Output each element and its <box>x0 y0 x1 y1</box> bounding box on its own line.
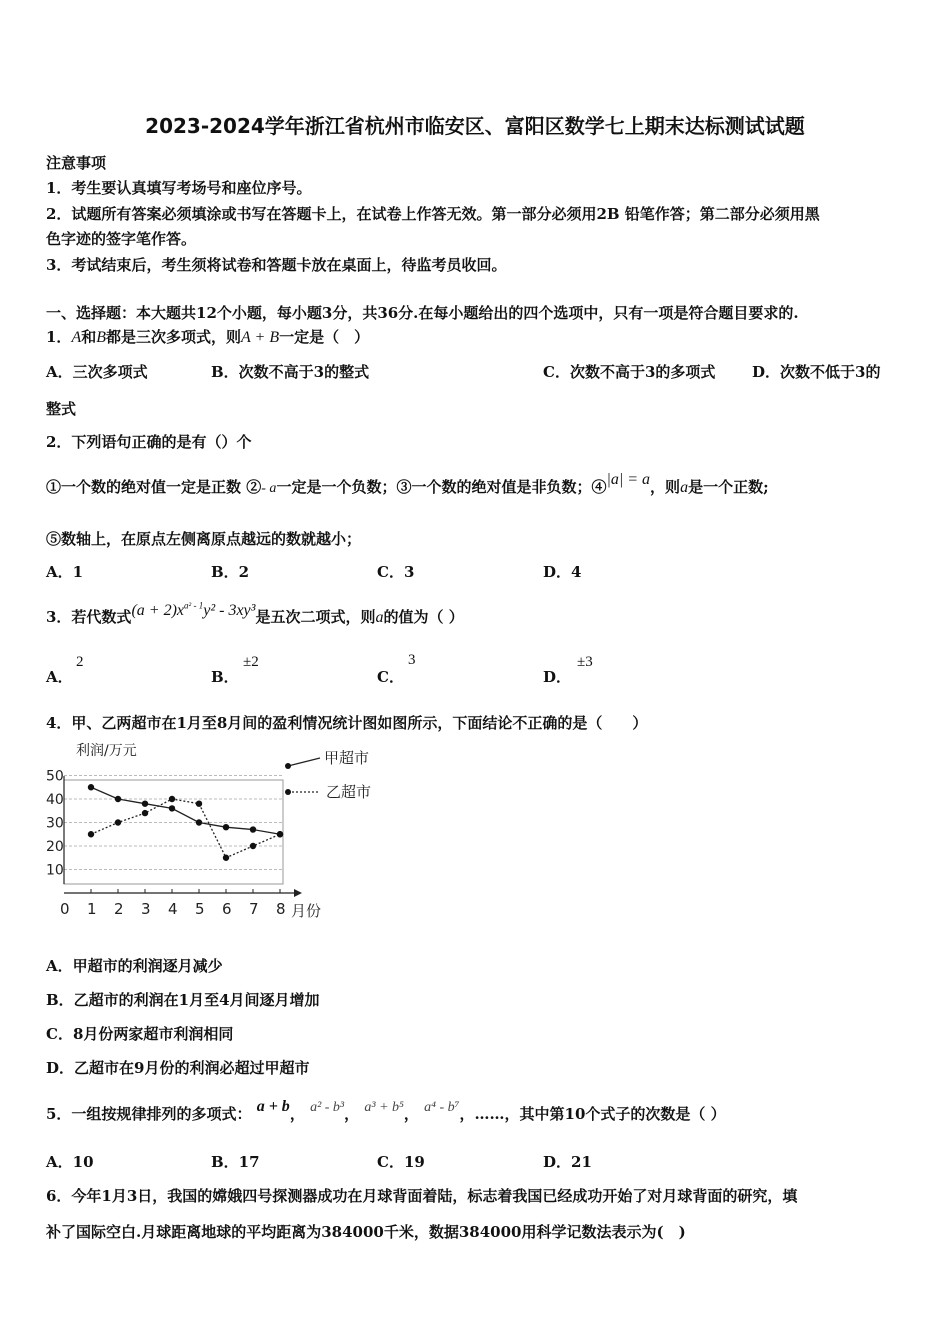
q5-term-4: a⁴ - b⁷ <box>424 1100 460 1115</box>
q1-option-c: C．次数不高于3的多项式 <box>543 363 716 381</box>
q4-option-b: B．乙超市的利润在1月至4月间逐月增加 <box>46 991 320 1009</box>
q5-option-d: D．21 <box>543 1153 592 1171</box>
notice-item-2: 2．试题所有答案必须填涂或书写在答题卡上，在试卷上作答无效。第一部分必须用2B 铅笔作答；第二部分必须用黑 <box>46 205 820 223</box>
profit-line-chart <box>44 736 404 926</box>
q4-option-c: C．8月份两家超市利润相同 <box>46 1025 234 1043</box>
y-tick-label: 30 <box>46 815 64 832</box>
data-point <box>277 831 283 837</box>
q5-term-1: a + b <box>256 1098 290 1115</box>
data-point <box>196 801 202 807</box>
q2-option-c: C．3 <box>377 563 415 581</box>
q5-option-c: C．19 <box>377 1153 425 1171</box>
x-axis-arrow <box>294 889 302 897</box>
q3-option-d-label: D． <box>543 668 572 686</box>
x-tick-label: 5 <box>195 900 205 918</box>
q2-option-b: B．2 <box>211 563 250 581</box>
y-tick-label: 20 <box>46 839 64 855</box>
data-point <box>115 796 121 802</box>
question-2-line-1: ①一个数的绝对值一定是正数 ②- a一定是一个负数；③一个数的绝对值是非负数；④|a| = a，则a是一个正数; <box>46 471 769 496</box>
section-heading: 一、选择题：本大题共12个小题，每小题3分，共36分.在每小题给出的四个选项中，只有一项是符合题目要求的. <box>46 304 799 322</box>
question-5-stem: 5．一组按规律排列的多项式： a + b， a² - b³， a³ + b⁵， a⁴ - b⁷，……，其中第10个式子的次数是（ ） <box>46 1098 726 1123</box>
x-tick-label: 8 <box>276 900 286 918</box>
y-axis-label: 利润/万元 <box>76 743 137 759</box>
q1-option-d-wrap: 整式 <box>46 400 77 418</box>
notice-item-1: 1．考生要认真填写考场号和座位序号。 <box>46 179 312 197</box>
legend-label-jia: 甲超市 <box>324 749 370 767</box>
page-title: 2023-2024学年浙江省杭州市临安区、富阳区数学七上期末达标测试试题 <box>145 114 805 138</box>
question-3-stem: 3．若代数式$(a + 2)x^{a^2 - 1}y^2 - 3xy^3$是五次二项式，则a的值为（ ） <box>46 600 464 626</box>
notice-heading: 注意事项 <box>46 154 107 172</box>
data-point <box>88 831 94 837</box>
x-tick-label: 0 <box>60 900 70 918</box>
y-tick-label: 10 <box>46 862 64 879</box>
q3-option-d-value: ±3 <box>577 654 593 670</box>
q4-option-d: D．乙超市在9月份的利润必超过甲超市 <box>46 1059 310 1077</box>
q5-option-a: A．10 <box>46 1153 94 1171</box>
data-point <box>115 819 121 825</box>
q3-option-a-value: 2 <box>76 654 84 670</box>
question-2-line-2: ⑤数轴上，在原点左侧离原点越远的数就越小； <box>46 530 362 548</box>
data-point <box>142 810 148 816</box>
q4-option-a: A．甲超市的利润逐月减少 <box>46 957 223 975</box>
question-4-stem: 4．甲、乙两超市在1月至8月间的盈利情况统计图如图所示，下面结论不正确的是（ ） <box>46 714 648 732</box>
plot-frame <box>64 780 283 884</box>
q3-option-b-value: ±2 <box>243 654 259 670</box>
data-point <box>142 801 148 807</box>
q5-option-b: B．17 <box>211 1153 260 1171</box>
notice-item-2-cont: 色字迹的签字笔作答。 <box>46 230 197 248</box>
question-2-stem: 2．下列语句正确的是有（）个 <box>46 433 252 451</box>
x-tick-label: 2 <box>114 900 124 918</box>
q2-option-a: A．1 <box>46 563 84 581</box>
x-tick-label: 1 <box>87 900 97 918</box>
q3-option-c-label: C． <box>377 668 404 686</box>
data-point <box>196 819 202 825</box>
q5-term-2: a² - b³ <box>310 1100 345 1115</box>
q3-option-c-value: 3 <box>408 652 416 668</box>
q3-option-a-label: A． <box>46 668 73 686</box>
y-tick-label: 50 <box>46 768 64 785</box>
q2-option-d: D．4 <box>543 563 582 581</box>
legend-marker-yi <box>285 789 291 795</box>
data-point <box>88 784 94 790</box>
question-6-line-1: 6．今年1月3日，我国的嫦娥四号探测器成功在月球背面着陆，标志着我国已经成功开始了对月球背面的研究，填 <box>46 1187 798 1205</box>
data-point <box>223 855 229 861</box>
q5-term-3: a³ + b⁵ <box>364 1100 404 1115</box>
data-point <box>169 805 175 811</box>
data-point <box>250 826 256 832</box>
legend-line-jia <box>288 758 320 766</box>
x-tick-label: 3 <box>141 900 151 918</box>
legend-marker-jia <box>285 763 291 769</box>
x-tick-label: 7 <box>249 900 259 918</box>
legend-label-yi: 乙超市 <box>326 783 372 801</box>
data-point <box>169 796 175 802</box>
data-point <box>250 843 256 849</box>
data-point <box>223 824 229 830</box>
q3-option-b-label: B． <box>211 668 239 686</box>
x-axis-label: 月份 <box>291 902 322 920</box>
question-6-line-2: 补了国际空白.月球距离地球的平均距离为384000千米，数据384000用科学记数法表示为( ) <box>46 1223 686 1241</box>
question-1-stem: 1．A和B都是三次多项式，则A + B一定是（ ） <box>46 328 370 346</box>
q1-option-d: D．次数不低于3的 <box>752 363 881 381</box>
x-tick-label: 4 <box>168 900 178 918</box>
q1-option-b: B．次数不高于3的整式 <box>211 363 370 381</box>
y-tick-label: 40 <box>46 792 64 808</box>
notice-item-3: 3．考试结束后，考生须将试卷和答题卡放在桌面上，待监考员收回。 <box>46 256 507 274</box>
q1-option-a: A．三次多项式 <box>46 363 148 381</box>
x-tick-label: 6 <box>222 900 232 918</box>
